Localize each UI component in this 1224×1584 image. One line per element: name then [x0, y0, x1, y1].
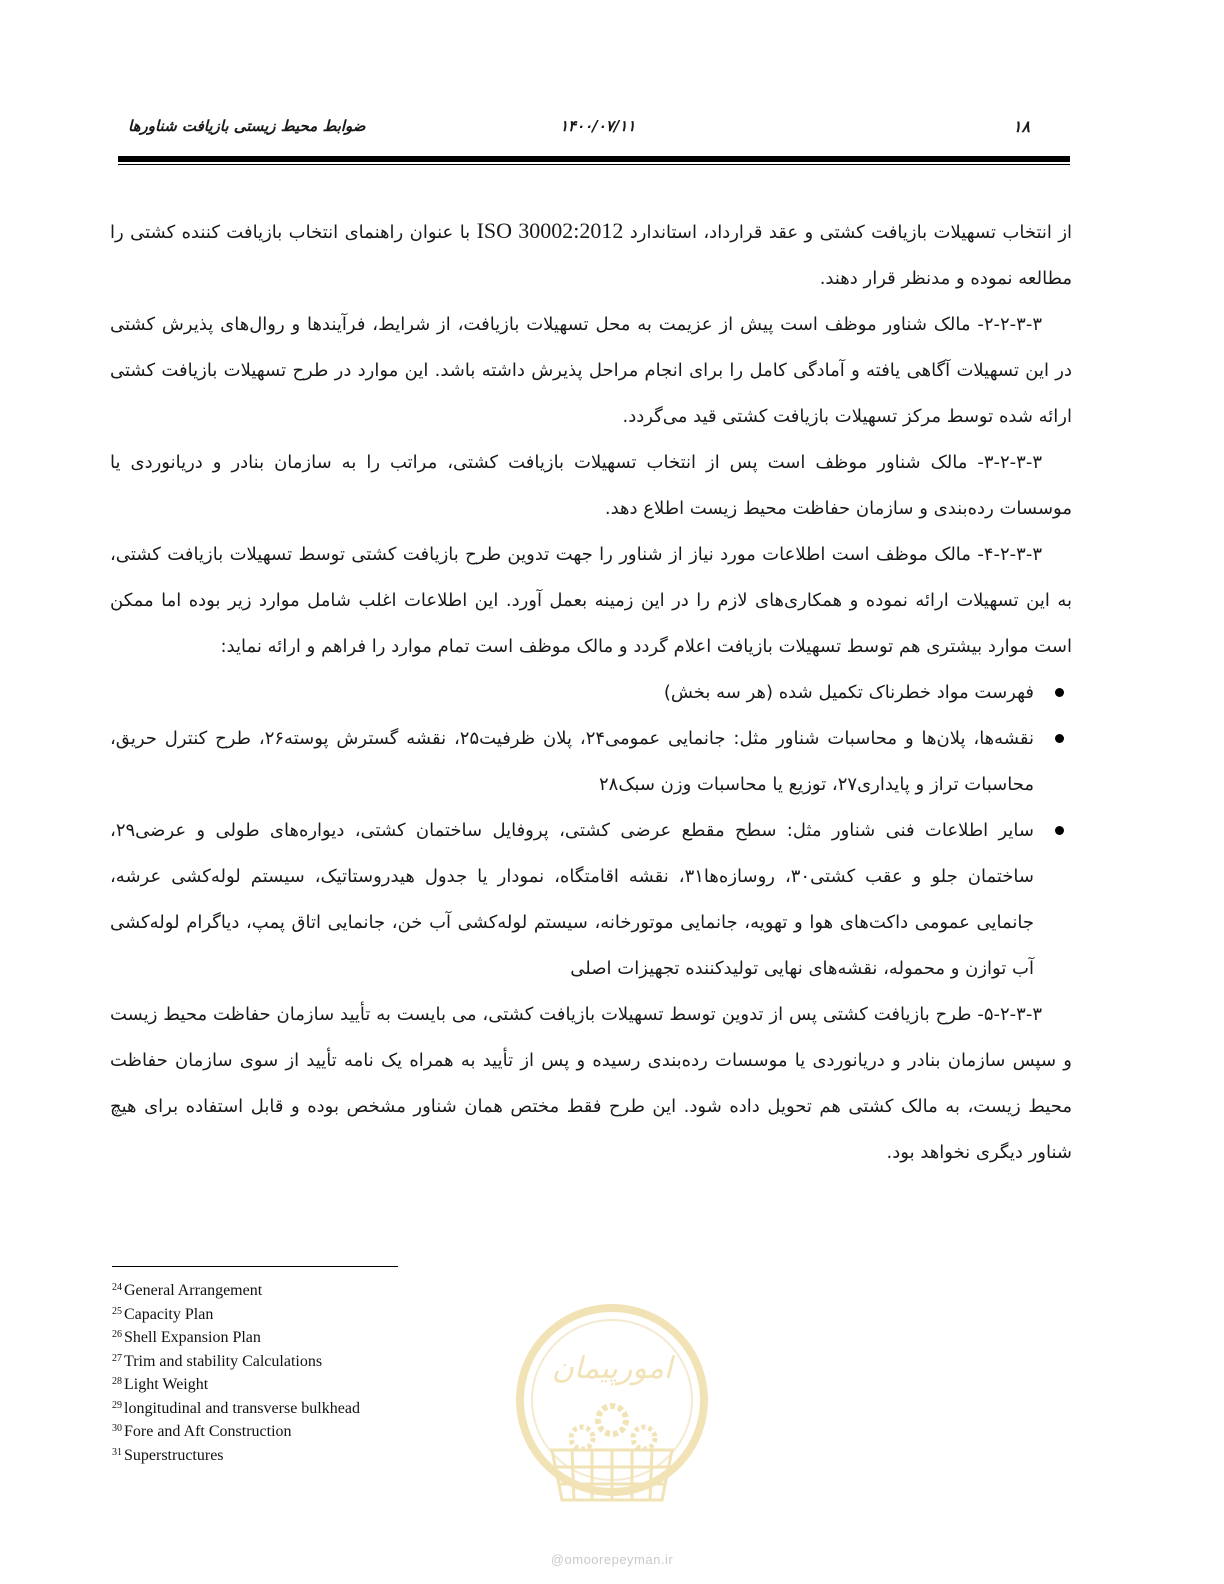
footnote-number: 25 [112, 1305, 122, 1317]
footnote-text: General Arrangement [124, 1282, 263, 1299]
header-date: ۱۴۰۰/۰۷/۱۱ [560, 117, 636, 135]
watermark-url: @omoorepeyman.ir [550, 1552, 674, 1567]
paragraph-intro [110, 208, 1072, 302]
footnote [112, 1302, 512, 1326]
footnote-text: Light Weight [124, 1376, 209, 1393]
paragraph-intro-part2: با عنوان راهنمای انتخاب بازیافت کننده کشتی را مطالعه نموده و مدنظر قرار دهند. [110, 222, 1072, 289]
footnotes [112, 1278, 512, 1466]
list-item: نقشه‌ها، پلان‌ها و محاسبات شناور مثل: جانمایی عمومی۲۴، پلان ظرفیت۲۵، نقشه گسترش پوسته۲۶، طرح کنترل حریق، محاسبات تراز و پایداری۲۷، توزیع یا محاسبات وزن سبک۲۸ [110, 716, 1034, 808]
footnote [112, 1278, 512, 1302]
paragraph-intro-part1: از انتخاب تسهیلات بازیافت کشتی و عقد قرارداد، استاندارد [623, 222, 1073, 243]
requirements-list [110, 670, 1072, 992]
list-item: سایر اطلاعات فنی شناور مثل: سطح مقطع عرضی کشتی، پروفایل ساختمان کشتی، دیواره‌های طولی و عرضی۲۹، ساختمان جلو و عقب کشتی۳۰، روسازه‌ها۳۱، نقشه اقامتگاه، نمودار یا جدول هیدروستاتیک، سیستم لوله‌کشی عرشه، جانمایی عمومی داکت‌های هوا و تهویه، جانمایی موتورخانه، سیستم لوله‌کشی آب خن، جانمایی اتاق پمپ، دیاگرام لوله‌کشی آب توازن و محموله، نقشه‌های نهایی تولیدکننده تجهیزات اصلی [110, 808, 1034, 992]
document-body [110, 208, 1072, 1176]
iso-standard: ISO 30002:2012 [476, 218, 624, 243]
footnote-number: 30 [112, 1423, 122, 1434]
watermark-logo-text: امورپیمان [551, 1351, 673, 1386]
header-rule-thick [118, 156, 1070, 162]
footnote-number: 31 [112, 1446, 122, 1458]
footnote [112, 1396, 512, 1420]
footnote [112, 1325, 512, 1349]
paragraph-3-3-2-5: ۵-۲-۳-۳- طرح بازیافت کشتی پس از تدوین توسط تسهیلات بازیافت کشتی، می بایست به تأیید سازمان حفاظت محیط زیست و سپس سازمان بنادر و دریانوردی یا موسسات رده‌بندی رسیده و پس از تأیید به همراه یک نامه تأیید از سوی سازمان حفاظت محیط زیست، به مالک کشتی هم تحویل داده شود. این طرح فقط مختص همان شناور مشخص بوده و قابل استفاده برای هیچ شناور دیگری نخواهد بود. [110, 1004, 1072, 1163]
footnote [112, 1419, 512, 1443]
footnote-text: Capacity Plan [124, 1305, 214, 1323]
watermark-seal-icon [512, 1300, 712, 1540]
footnote-text: Fore and Aft Construction [124, 1423, 292, 1440]
footnote-text: Shell Expansion Plan [124, 1329, 261, 1346]
paragraph-3-3-2-3: ۳-۲-۳-۳- مالک شناور موظف است پس از انتخاب تسهیلات بازیافت کشتی، مراتب را به سازمان بنادر و دریانوردی یا موسسات رده‌بندی و سازمان حفاظت محیط زیست اطلاع دهد. [110, 452, 1072, 519]
paragraph-3-3-2-4: ۴-۲-۳-۳- مالک موظف است اطلاعات مورد نیاز از شناور را جهت تدوین طرح بازیافت کشتی توسط تسهیلات بازیافت کشتی، به این تسهیلات ارائه نموده و همکاری‌های لازم را در این زمینه بعمل آورد. این اطلاعات اغلب شامل موارد زیر بوده اما ممکن است موارد بیشتری هم توسط تسهیلات بازیافت اعلام گردد و مالک موظف است تمام موارد را فراهم و ارائه نماید: [110, 544, 1072, 657]
footnote-text: Superstructures [124, 1446, 224, 1464]
header-rule-thin [118, 164, 1070, 165]
footnote-text: Trim and stability Calculations [124, 1352, 323, 1370]
footnote-number: 27 [112, 1352, 122, 1364]
header-title: ضوابط محیط زیستی بازیافت شناورها [128, 117, 366, 135]
page-header [118, 112, 1070, 142]
footnote-number: 26 [112, 1329, 122, 1340]
footnote-number: 29 [112, 1399, 122, 1411]
footnote [112, 1372, 512, 1396]
footnote-number: 28 [112, 1376, 122, 1387]
footnote [112, 1443, 512, 1467]
paragraph-3-3-2-2: ۲-۲-۳-۳- مالک شناور موظف است پیش از عزیمت به محل تسهیلات بازیافت، از شرایط، فرآیندها و روال‌های پذیرش کشتی در این تسهیلات آگاهی یافته و آمادگی کامل را برای انجام مراحل پذیرش داشته باشد. این موارد در طرح تسهیلات بازیافت کشتی ارائه شده توسط مرکز تسهیلات بازیافت کشتی قید می‌گردد. [110, 314, 1072, 427]
list-item: فهرست مواد خطرناک تکمیل شده (هر سه بخش) [110, 670, 1034, 716]
footnote-text: longitudinal and transverse bulkhead [124, 1399, 360, 1417]
footnote-separator [112, 1266, 398, 1267]
footnote-number: 24 [112, 1282, 122, 1293]
watermark-logo [512, 1300, 712, 1540]
footnote [112, 1349, 512, 1373]
page-number: ۱۸ [1012, 117, 1030, 136]
